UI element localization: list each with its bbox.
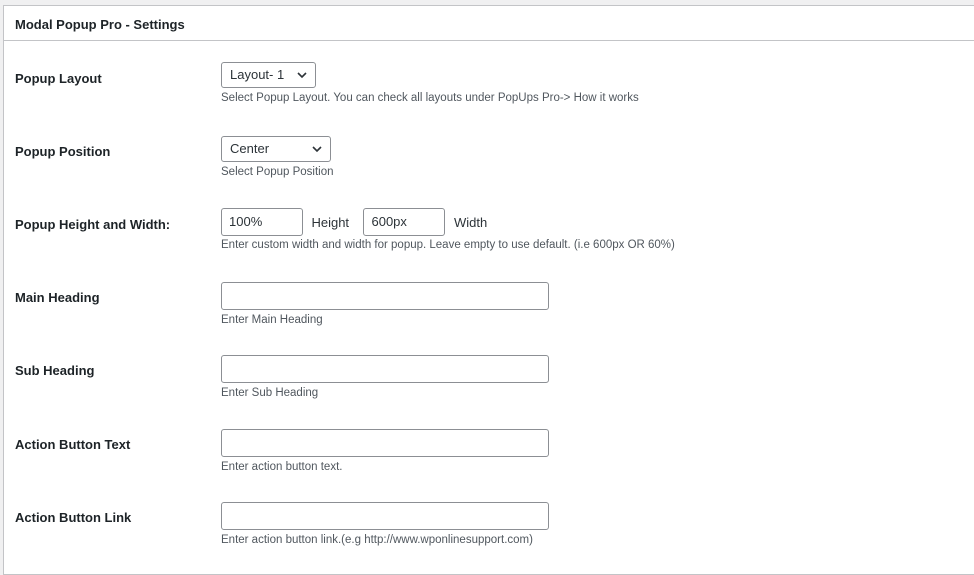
main-heading-description: Enter Main Heading bbox=[221, 314, 323, 326]
action-button-link-description: Enter action button link.(e.g http://www.wponlinesupport.com) bbox=[221, 534, 533, 546]
chevron-down-icon bbox=[296, 69, 308, 81]
sub-heading-input[interactable] bbox=[221, 355, 549, 383]
popup-layout-field bbox=[221, 62, 639, 104]
action-button-text-field bbox=[221, 429, 549, 473]
popup-position-selected: Center bbox=[230, 141, 270, 156]
main-heading-label: Main Heading bbox=[15, 290, 100, 305]
action-button-link-field bbox=[221, 502, 549, 546]
popup-height-input[interactable]: 100% bbox=[221, 208, 303, 236]
popup-size-label: Popup Height and Width: bbox=[15, 217, 171, 232]
chevron-down-icon bbox=[311, 143, 323, 155]
sub-heading-field bbox=[221, 355, 549, 399]
main-heading-field bbox=[221, 282, 549, 326]
popup-layout-label: Popup Layout bbox=[15, 71, 102, 86]
popup-size-description: Enter custom width and width for popup. Leave empty to use default. (i.e 600px OR 60%) bbox=[221, 239, 675, 251]
action-button-link-label: Action Button Link bbox=[15, 510, 132, 525]
popup-width-input[interactable]: 600px bbox=[363, 208, 445, 236]
popup-size-field bbox=[221, 208, 675, 251]
popup-position-label: Popup Position bbox=[15, 144, 111, 159]
popup-position-select[interactable] bbox=[221, 136, 331, 162]
popup-layout-description: Select Popup Layout. You can check all layouts under PopUps Pro-> How it works bbox=[221, 92, 639, 104]
sub-heading-description: Enter Sub Heading bbox=[221, 387, 319, 399]
popup-height-label: Height bbox=[311, 214, 350, 230]
action-button-text-label: Action Button Text bbox=[15, 437, 131, 452]
popup-width-label: Width bbox=[453, 214, 488, 230]
sub-heading-label: Sub Heading bbox=[15, 363, 95, 378]
action-button-text-input[interactable] bbox=[221, 429, 549, 457]
popup-position-description: Select Popup Position bbox=[221, 166, 334, 178]
popup-layout-selected: Layout- 1 bbox=[230, 67, 285, 82]
popup-position-field bbox=[221, 136, 334, 178]
main-heading-input[interactable] bbox=[221, 282, 549, 310]
settings-panel bbox=[3, 5, 974, 575]
popup-layout-select[interactable] bbox=[221, 62, 316, 88]
action-button-link-input[interactable] bbox=[221, 502, 549, 530]
panel-title: Modal Popup Pro - Settings bbox=[4, 6, 974, 41]
action-button-text-description: Enter action button text. bbox=[221, 461, 343, 473]
